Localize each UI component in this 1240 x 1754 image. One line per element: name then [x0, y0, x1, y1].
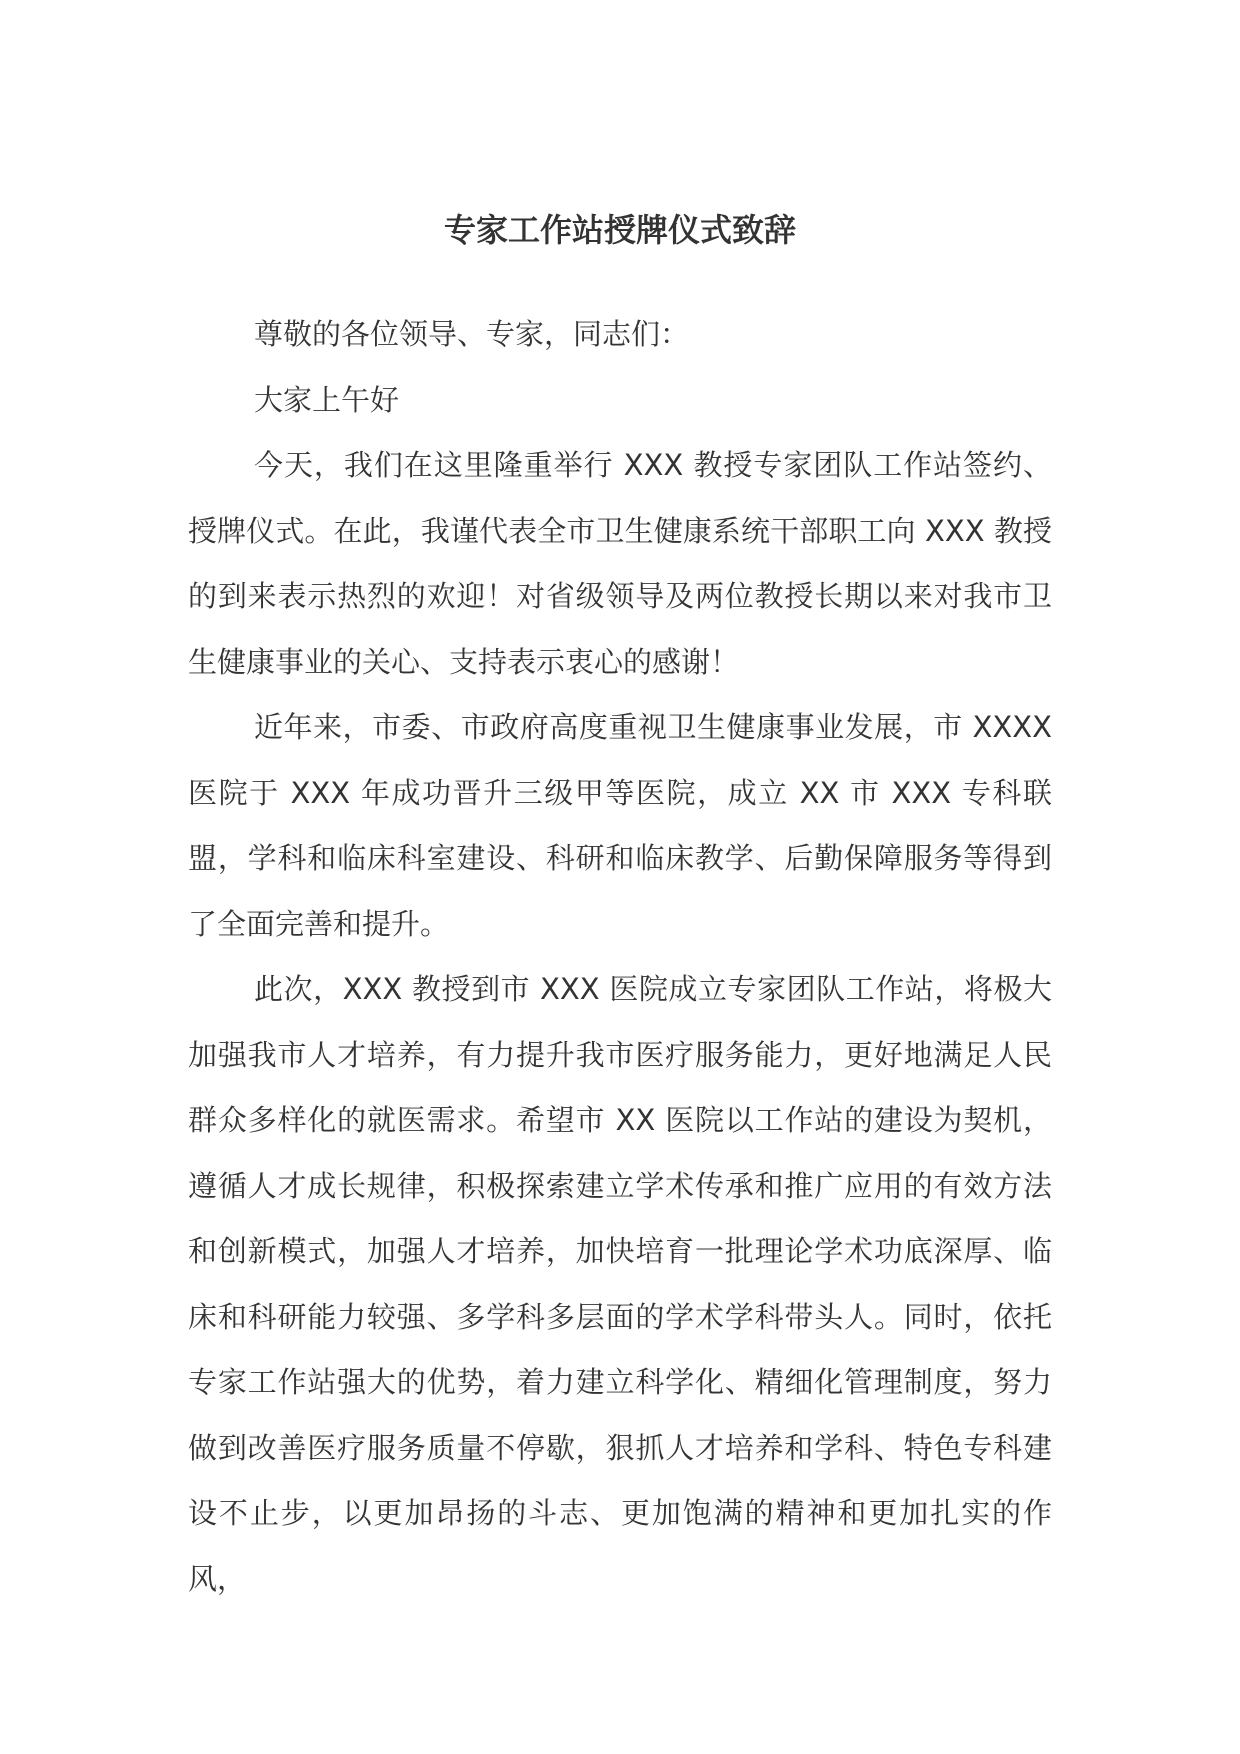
- salutation: 尊敬的各位领导、专家，同志们：: [254, 317, 690, 351]
- greeting: 大家上午好: [254, 382, 400, 417]
- paragraph-opening: 今天，我们在这里隆重举行 XXX 教授专家团队工作站签约、授牌仪式。在此，我谨代表全市卫生健康系统干部职工向 XXX 教授的到来表示热烈的欢迎！对省级领导及两位教授长期以来对我市卫生健康事业的关心、支持表示衷心的感谢！: [188, 448, 1052, 679]
- document-body: [188, 302, 1052, 1612]
- document-title: 专家工作站授牌仪式致辞: [443, 211, 796, 249]
- paragraph-expectations: 此次，XXX 教授到市 XXX 医院成立专家团队工作站，将极大加强我市人才培养，有力提升我市医疗服务能力，更好地满足人民群众多样化的就医需求。希望市 XX 医院以工作站的建设为契机，遵循人才成长规律，积极探索建立学术传承和推广应用的有效方法和创新模式，加强人才培养，加快培育一批理论学术功底深厚、临床和科研能力较强、多学科多层面的学术学科带头人。同时，依托专家工作站强大的优势，着力建立科学化、精细化管理制度，努力做到改善医疗服务质量不停歇，狠抓人才培养和学科、特色专科建设不止步，以更加昂扬的斗志、更加饱满的精神和更加扎实的作风，: [188, 972, 1052, 1596]
- paragraph-background: 近年来，市委、市政府高度重视卫生健康事业发展，市 XXXX 医院于 XXX 年成功晋升三级甲等医院，成立 XX 市 XXX 专科联盟，学科和临床科室建设、科研和临床教学、后勤保障服务等得到了全面完善和提升。: [188, 710, 1052, 941]
